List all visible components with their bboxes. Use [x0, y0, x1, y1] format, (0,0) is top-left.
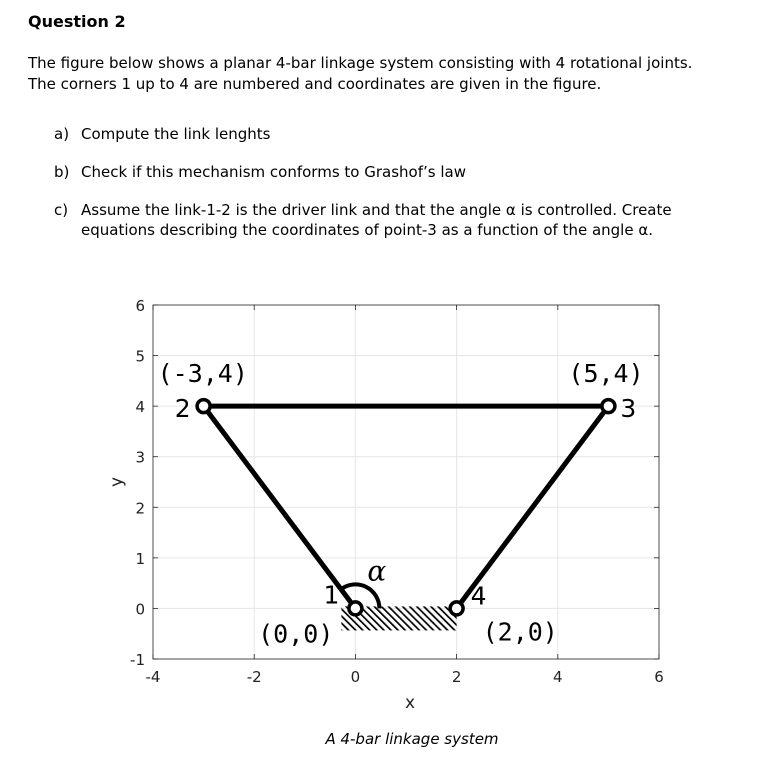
joint-4-pin	[450, 602, 463, 615]
part-b-text: Check if this mechanism conforms to Grashof’s law	[81, 163, 466, 181]
angle-alpha-label: α	[367, 554, 387, 588]
question-title: Question 2	[28, 12, 126, 31]
part-c-text-line-1: Assume the link-1-2 is the driver link and that the angle α is controlled. Create	[81, 201, 672, 219]
joint-4-number: 4	[470, 581, 487, 611]
joint-2-coordinate: (-3,4)	[157, 359, 248, 389]
figure-caption: A 4-bar linkage system	[325, 730, 499, 748]
x-tick-label: -2	[246, 668, 262, 686]
y-tick-label: -1	[130, 651, 145, 669]
x-tick-label: 0	[350, 668, 361, 686]
x-axis-label: x	[404, 693, 416, 713]
part-c-label: c)	[54, 201, 69, 219]
joint-1-coordinate: (0,0)	[258, 619, 334, 649]
x-tick-label: 2	[451, 668, 462, 686]
intro-line-1: The figure below shows a planar 4-bar linkage system consisting with 4 rotational joints.	[28, 54, 693, 72]
joint-1-pin	[349, 602, 362, 615]
joint-4-coordinate: (2,0)	[482, 617, 558, 647]
grid-lines	[153, 305, 659, 659]
joint-labels	[158, 359, 644, 648]
y-tick-label: 0	[135, 600, 145, 619]
joint-2-number: 2	[174, 394, 191, 424]
y-tick-label: 5	[135, 347, 145, 366]
joint-1-number: 1	[323, 580, 340, 610]
x-tick-label: -4	[145, 668, 161, 686]
y-tick-label: 4	[135, 398, 145, 417]
part-a-label: a)	[54, 125, 70, 143]
part-a-text: Compute the link lenghts	[81, 125, 271, 143]
plot-area-frame	[153, 305, 659, 659]
part-b-label: b)	[54, 163, 70, 181]
x-tick-label: 6	[654, 668, 664, 686]
joint-3-coordinate: (5,4)	[568, 359, 644, 389]
y-tick-label: 1	[135, 549, 145, 568]
joint-3-pin	[602, 400, 615, 413]
joint-3-number: 3	[620, 394, 637, 424]
y-axis-label: y	[107, 476, 127, 488]
y-tick-label: 6	[135, 297, 145, 315]
part-c-text-line-2: equations describing the coordinates of point-3 as a function of the angle α.	[81, 221, 653, 239]
joint-2-pin	[197, 400, 210, 413]
y-tick-label: 3	[135, 448, 145, 467]
y-tick-label: 2	[135, 499, 145, 518]
x-tick-label: 4	[553, 668, 563, 686]
intro-line-2: The corners 1 up to 4 are numbered and coordinates are given in the figure.	[28, 75, 602, 93]
